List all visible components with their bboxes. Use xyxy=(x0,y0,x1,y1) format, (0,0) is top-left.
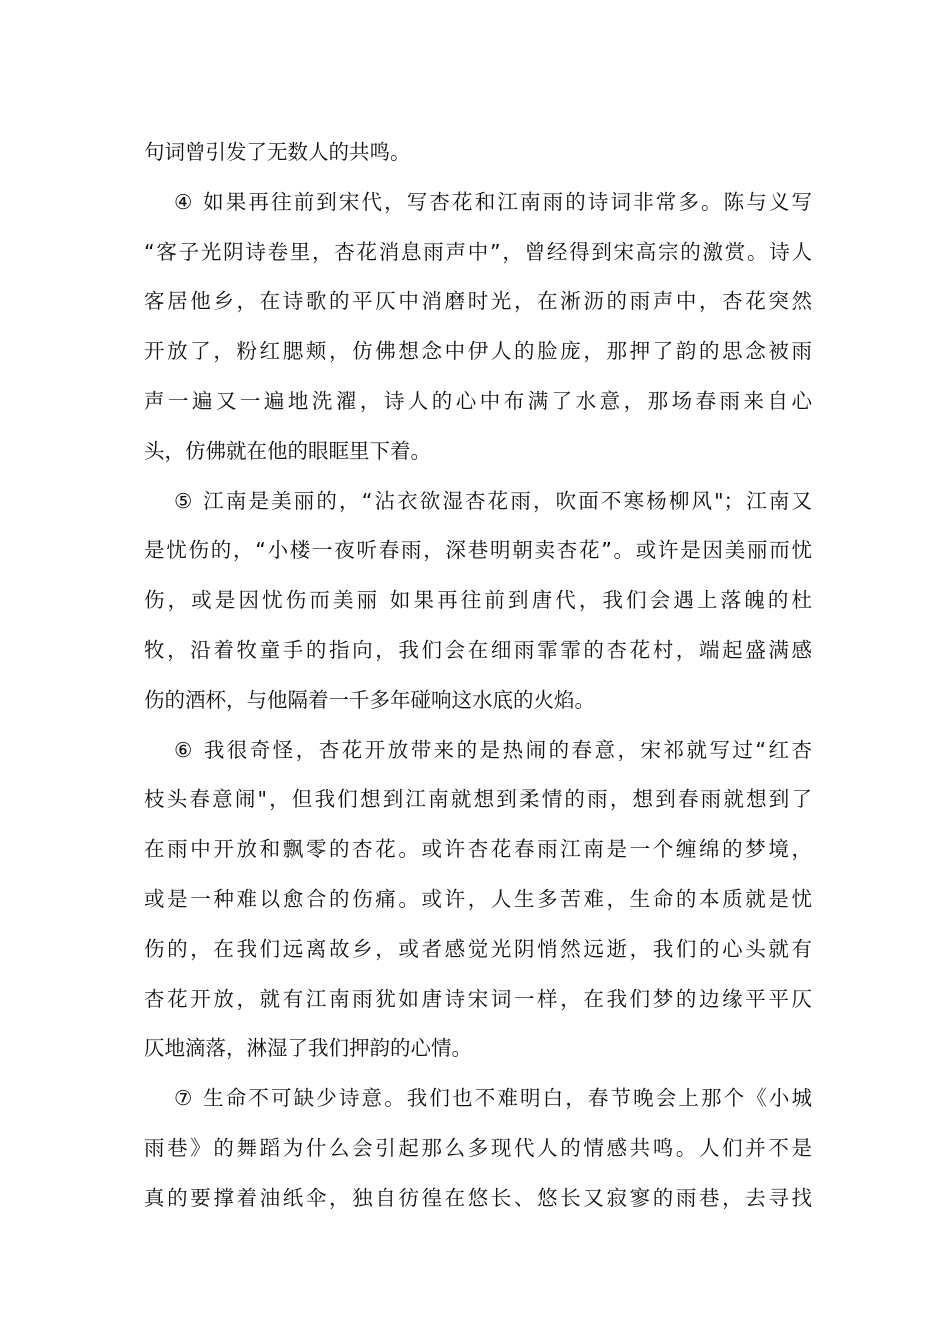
text-line: ⑤ 江南是美丽的，“沾衣欲湿杏花雨，吹面不寒杨柳风"；江南又 xyxy=(174,488,812,513)
text-line: ⑥ 我很奇怪，杏花开放带来的是热闹的春意，宋祁就写过“红杏 xyxy=(174,737,812,762)
paragraph-3-tail xyxy=(144,128,812,178)
text-line: 伤的酒杯，与他隔着一千多年碰响这水底的火焰。 xyxy=(144,687,595,712)
text-line: 是忧伤的，“小楼一夜听春雨，深巷明朝卖杏花”。或许是因美丽而忧 xyxy=(144,538,812,563)
text-line: 头，仿佛就在他的眼眶里下着。 xyxy=(144,438,431,463)
text-line: 客居他乡，在诗歌的平仄中消磨时光，在淅沥的雨声中，杏花突然 xyxy=(144,289,812,314)
text-line: 牧，沿着牧童手的指向，我们会在细雨霏霏的杏花村，端起盛满感 xyxy=(144,637,812,662)
text-line: ⑦ 生命不可缺少诗意。我们也不难明白，春节晚会上那个《小城 xyxy=(174,1086,812,1111)
text-line: 仄地滴落，淋湿了我们押韵的心情。 xyxy=(144,1036,472,1061)
paragraph-6 xyxy=(144,726,812,1075)
paragraph-5 xyxy=(144,477,812,726)
paragraph-7 xyxy=(144,1074,812,1223)
text-line: 或是一种难以愈合的伤痛。或许，人生多苦难，生命的本质就是忧 xyxy=(144,886,812,911)
text-line: 杏花开放，就有江南雨犹如唐诗宋词一样，在我们梦的边缘平平仄 xyxy=(144,986,812,1011)
text-line: 句词曾引发了无数人的共鸣。 xyxy=(144,140,411,164)
text-line: 真的要撑着油纸伞，独自彷徨在悠长、悠长又寂寥的雨巷，去寻找 xyxy=(144,1185,812,1210)
article-body xyxy=(144,128,812,1224)
text-line: 在雨中开放和飘零的杏花。或许杏花春雨江南是一个缠绵的梦境， xyxy=(144,837,812,862)
text-line: ④ 如果再往前到宋代，写杏花和江南雨的诗词非常多。陈与义写 xyxy=(174,189,812,214)
text-line: 伤的，在我们远离故乡，或者感觉光阴悄然远逝，我们的心头就有 xyxy=(144,936,812,961)
text-line: “客子光阴诗卷里，杏花消息雨声中”，曾经得到宋高宗的激赏。诗人 xyxy=(144,239,812,264)
text-line: 枝头春意闹"，但我们想到江南就想到柔情的雨，想到春雨就想到了 xyxy=(144,787,812,812)
text-line: 伤，或是因忧伤而美丽 如果再往前到唐代，我们会遇上落魄的杜 xyxy=(144,588,812,613)
text-line: 开放了，粉红腮颊，仿佛想念中伊人的脸庞，那押了韵的思念被雨 xyxy=(144,339,812,364)
text-line: 雨巷》的舞蹈为什么会引起那么多现代人的情感共鸣。人们并不是 xyxy=(144,1135,812,1160)
paragraph-4 xyxy=(144,178,812,477)
text-line: 声一遍又一遍地洗濯，诗人的心中布满了水意，那场春雨来自心 xyxy=(144,388,812,413)
